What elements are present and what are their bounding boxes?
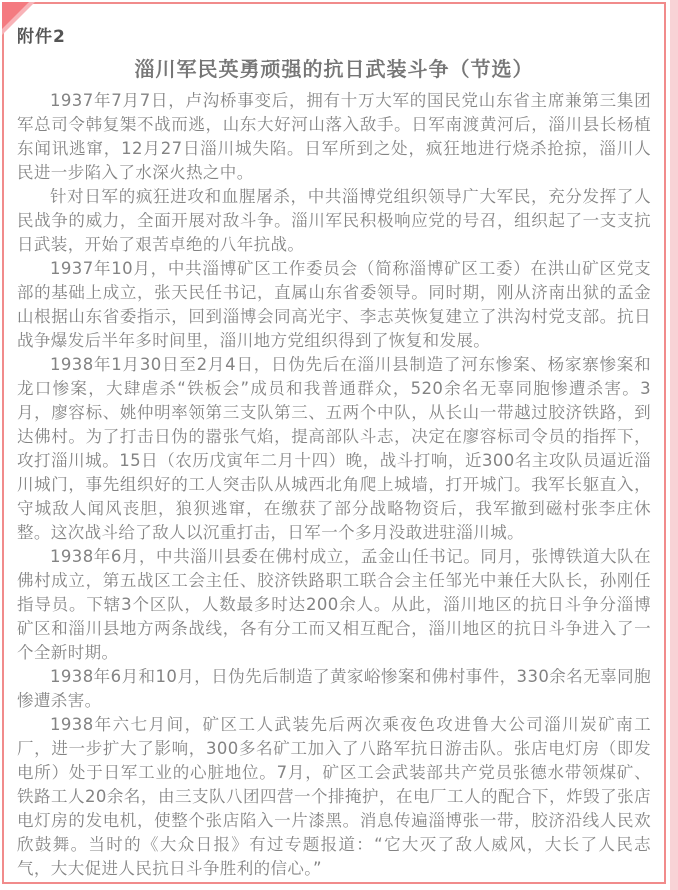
paragraph-5: 1938年6月，中共淄川县委在佛村成立，孟金山任书记。同月，张博铁道大队在佛村成立，第五战区工会主任、胶济铁路职工联合会主任邹光中兼任大队长，孙刚任指导员。下辖3个区队，人数最多时达200余人。从此，淄川地区的抗日斗争分淄博矿区和淄川县地方两条战线，各有分工而又相互配合，淄川地区的抗日斗争进入了一个全新时期。 [17, 547, 651, 662]
document-content [4, 4, 664, 881]
paragraph-2: 针对日军的疯狂进攻和血腥屠杀，中共淄博党组织领导广大军民，充分发挥了人民战争的威力，全面开展对敌斗争。淄川军民积极响应党的号召，组织起了一支支抗日武装，开始了艰苦卓绝的八年抗战。 [17, 187, 651, 254]
attachment-label: 附件2 [17, 27, 66, 47]
page-right-edge-strip [670, 0, 678, 890]
paragraph-7: 1938年六七月间，矿区工人武装先后两次乘夜色攻进鲁大公司淄川炭矿南工厂，进一步扩大了影响，300多名矿工加入了八路军抗日游击队。张店电灯房（即发电所）处于日军工业的心脏地位。7月，矿区工会武装部共产党员张德水带领煤矿、铁路工人20余名，由三支队八团四营一个排掩护，在电厂工人的配合下，炸毁了张店电灯房的发电机，使整个张店陷入一片漆黑。消息传遍淄博张一带，胶济沿线人民欢欣鼓舞。当时的《大众日报》有过专题报道：“它大灭了敌人威风，大长了人民志气，大大促进人民抗日斗争胜利的信心。” [17, 715, 651, 878]
paragraph-4: 1938年1月30日至2月4日，日伪先后在淄川县制造了河东惨案、杨家寨惨案和龙口惨案，大肆虐杀“铁板会”成员和我普通群众，520余名无辜同胞惨遭杀害。3月，廖容标、姚仲明率领第三支队第三、五两个中队，从长山一带越过胶济铁路，到达佛村。为了打击日伪的嚣张气焰，提高部队斗志，决定在廖容标司令员的指挥下，攻打淄川城。15日（农历戊寅年二月十四）晚，战斗打响，近300名主攻队员逼近淄川城门，事先组织好的工人突击队从城西北角爬上城墙，打开城门。我军长躯直入，守城敌人闻风丧胆，狼狈逃窜，在缴获了部分战略物资后，我军撤到磁村张李庄休整。这次战斗给了敌人以沉重打击，日军一个多月没敢进驻淄川城。 [17, 355, 651, 542]
document-page [2, 2, 666, 884]
paragraph-3: 1937年10月，中共淄博矿区工作委员会（简称淄博矿区工委）在洪山矿区党支部的基础上成立，张天民任书记，直属山东省委领导。同时期，刚从济南出狱的孟金山根据山东省委指示，回到淄博会同高光宇、李志英恢复建立了洪沟村党支部。抗日战争爆发后半年多时间里，淄川地方党组织得到了恢复和发展。 [17, 259, 651, 350]
document-body [17, 89, 651, 881]
page-title: 淄川军民英勇顽强的抗日武装斗争（节选） [134, 57, 534, 81]
paragraph-1: 1937年7月7日，卢沟桥事变后，拥有十万大军的国民党山东省主席兼第三集团军总司令韩复榘不战而逃，山东大好河山落入敌手。日军南渡黄河后，淄川县长杨植东闻讯逃窜，12月27日淄川城失陷。日军所到之处，疯狂地进行烧杀抢掠，淄川人民进一步陷入了水深火热之中。 [17, 91, 651, 182]
paragraph-6: 1938年6月和10月，日伪先后制造了黄家峪惨案和佛村事件，330余名无辜同胞惨遭杀害。 [17, 667, 651, 710]
corner-ribbon-icon [2, 2, 29, 29]
